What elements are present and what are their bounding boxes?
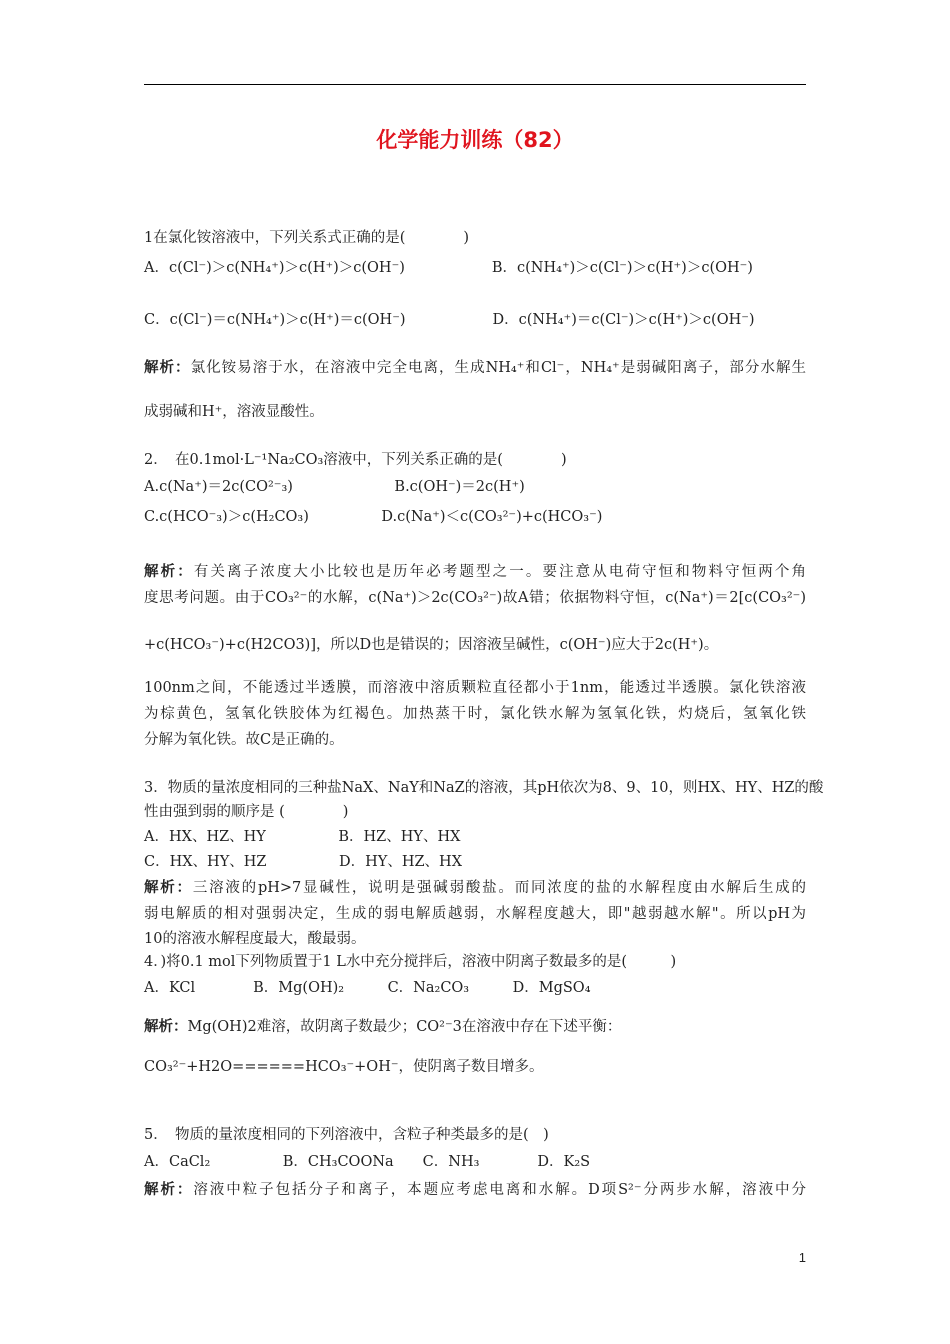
text-line <box>144 778 824 798</box>
header-rule <box>144 84 806 85</box>
text-line <box>144 904 806 924</box>
line-text: 5． 物质的量浓度相同的下列溶液中，含粒子种类最多的是( ) <box>144 1127 549 1143</box>
line-text: Mg(OH)2难溶，故阴离子数最少；CO²⁻3在溶液中存在下述平衡： <box>187 1019 622 1035</box>
line-text: 10的溶液水解程度最大，酸最弱。 <box>144 931 366 947</box>
line-text: 有关离子浓度大小比较也是历年必考题型之一。要注意从电荷守恒和物料守恒两个角 <box>193 564 807 580</box>
text-line <box>144 588 806 608</box>
text-line <box>144 402 324 422</box>
page-number: 1 <box>798 1250 806 1265</box>
line-text: 性由强到弱的顺序是 ( ) <box>144 804 349 820</box>
explanation-label: 解析： <box>144 564 194 580</box>
line-text: CO₃²⁻+H2O======HCO₃⁻+OH⁻，使阴离子数目增多。 <box>144 1059 544 1075</box>
document-title: 化学能力训练（82） <box>376 128 574 152</box>
text-line <box>144 450 567 470</box>
explanation-label: 解析： <box>144 1182 194 1198</box>
text-line <box>144 310 755 330</box>
text-line <box>144 258 753 278</box>
text-line <box>144 952 676 972</box>
line-text: A．CaCl₂ B．CH₃COONa C．NH₃ D．K₂S <box>144 1154 591 1170</box>
text-line <box>144 827 460 847</box>
line-text: A．HX、HZ、HY B．HZ、HY、HX <box>144 829 461 845</box>
text-line <box>144 1125 549 1145</box>
text-line <box>144 704 806 724</box>
line-text: C．HX、HY、HZ D．HY、HZ、HX <box>144 854 463 870</box>
line-text: 100nm之间，不能透过半透膜，而溶液中溶质颗粒直径都小于1nm，能透过半透膜。氯化铁溶液 <box>144 680 806 696</box>
text-line <box>144 228 469 248</box>
line-text: A．c(Cl⁻)＞c(NH₄⁺)＞c(H⁺)＞c(OH⁻) B．c(NH₄⁺)＞c(Cl⁻)＞c(H⁺)＞c(OH⁻) <box>144 260 753 276</box>
text-line <box>144 929 365 949</box>
line-text: 4．)将0.1 mol下列物质置于1 L水中充分搅拌后，溶液中阴离子数最多的是( ) <box>144 954 677 970</box>
explanation-label: 解析： <box>144 1019 188 1035</box>
text-line <box>144 507 602 527</box>
text-line <box>144 852 462 872</box>
text-line <box>144 730 344 750</box>
text-line <box>144 477 525 497</box>
line-text: A．KCl B．Mg(OH)₂ C．Na₂CO₃ D．MgSO₄ <box>144 980 591 996</box>
line-text: +c(HCO₃⁻)+c(H2CO3)]，所以D也是错误的；因溶液呈碱性，c(OH⁻)应大于2c(H⁺)。 <box>144 637 719 653</box>
explanation-label: 解析： <box>144 880 193 896</box>
line-text: 弱电解质的相对强弱决定，生成的弱电解质越弱，水解程度越大，即"越弱越水解"。所以pH为 <box>144 906 806 922</box>
text-line <box>144 1152 590 1172</box>
line-text: C．c(Cl⁻)＝c(NH₄⁺)＞c(H⁺)＝c(OH⁻) D．c(NH₄⁺)＝c(Cl⁻)＞c(H⁺)＞c(OH⁻) <box>144 312 755 328</box>
line-text: 1在氯化铵溶液中，下列关系式正确的是( ) <box>144 230 470 246</box>
text-line <box>144 678 806 698</box>
text-line <box>144 635 718 655</box>
line-text: A.c(Na⁺)＝2c(CO²⁻₃) B.c(OH⁻)＝2c(H⁺) <box>144 479 525 495</box>
line-text: 三溶液的pH>7显碱性，说明是强碱弱酸盐。而同浓度的盐的水解程度由水解后生成的 <box>192 880 806 896</box>
text-line <box>144 978 591 998</box>
line-text: 溶液中粒子包括分子和离子，本题应考虑电离和水解。D项S²⁻分两步水解，溶液中分 <box>193 1182 806 1198</box>
line-text: 氯化铵易溶于水，在溶液中完全电离，生成NH₄⁺和Cl⁻，NH₄⁺是弱碱阳离子，部分水解生 <box>190 360 807 376</box>
text-line <box>144 1180 806 1200</box>
text-line <box>144 1017 621 1037</box>
line-text: 2． 在0.1mol·L⁻¹Na₂CO₃溶液中，下列关系正确的是( ) <box>144 452 567 468</box>
text-line <box>144 562 806 582</box>
line-text: C.c(HCO⁻₃)＞c(H₂CO₃) D.c(Na⁺)＜c(CO₃²⁻)+c(HCO₃⁻) <box>144 509 603 525</box>
explanation-label: 解析： <box>144 360 191 376</box>
line-text: 分解为氧化铁。故C是正确的。 <box>144 732 344 748</box>
line-text: 成弱碱和H⁺，溶液显酸性。 <box>144 404 324 420</box>
text-line <box>144 878 806 898</box>
line-text: 为棕黄色，氢氧化铁胶体为红褐色。加热蒸干时，氯化铁水解为氢氧化铁，灼烧后，氢氧化铁 <box>144 706 806 722</box>
line-text: 度思考问题。由于CO₃²⁻的水解，c(Na⁺)＞2c(CO₃²⁻)故A错；依据物料守恒，c(Na⁺)＝2[c(CO₃²⁻) <box>144 590 806 606</box>
line-text: 3．物质的量浓度相同的三种盐NaX、NaY和NaZ的溶液，其pH依次为8、9、10，则HX、HY、HZ的酸 <box>144 780 824 796</box>
text-line <box>144 358 806 378</box>
text-line <box>144 1057 544 1077</box>
text-line <box>144 802 348 822</box>
